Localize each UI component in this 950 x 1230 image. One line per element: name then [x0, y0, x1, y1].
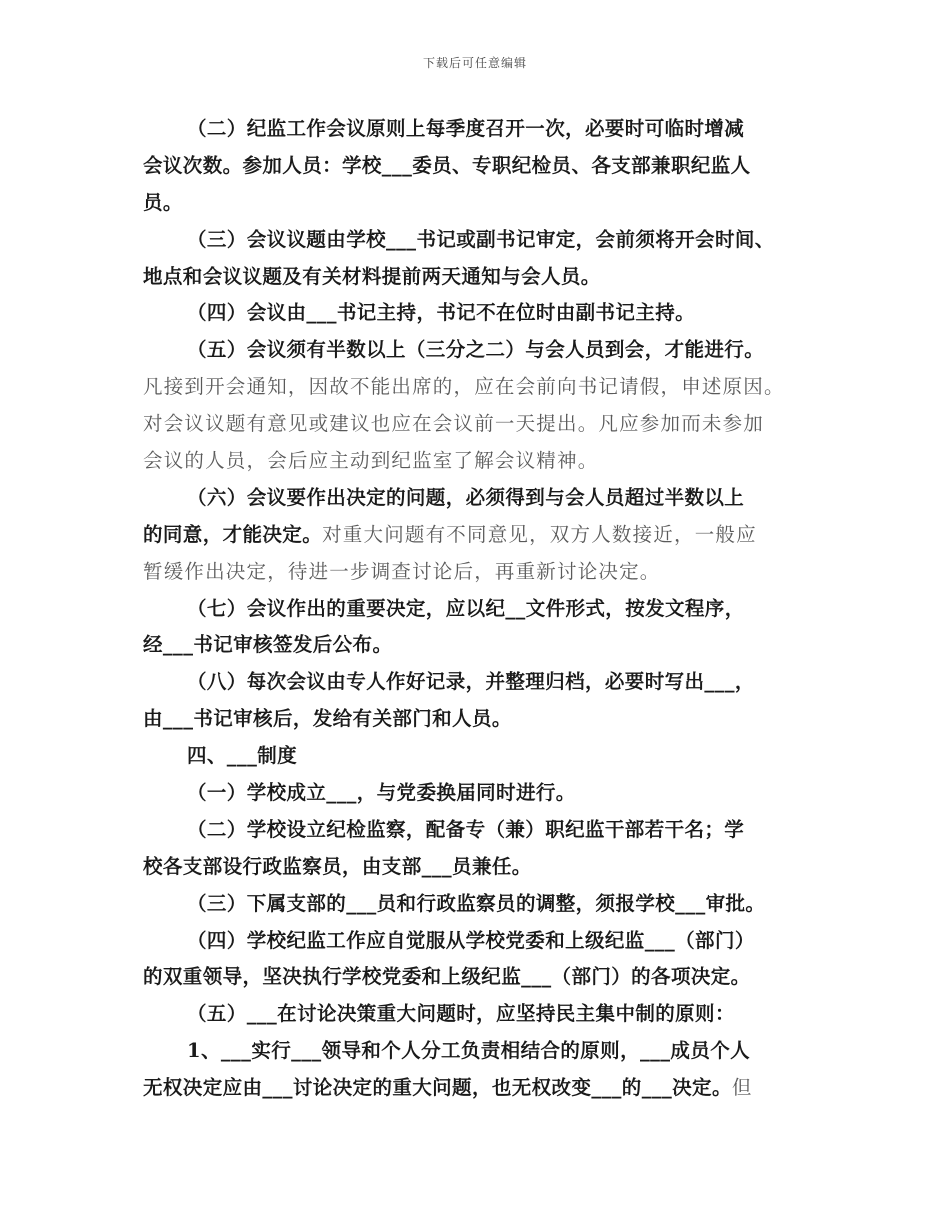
paragraph-line — [143, 517, 815, 554]
paragraph-line: 员。 — [143, 190, 183, 214]
paragraph-line: （三）会议议题由学校___书记或副书记审定，会前须将开会时间、 — [187, 227, 775, 251]
line-bold-part: 的同意，才能决定。 — [143, 522, 323, 546]
document-body — [143, 111, 815, 1107]
paragraph-line: 地点和会议议题及有关材料提前两天通知与会人员。 — [143, 264, 601, 288]
line-bold-part: 无权决定应由___讨论决定的重大问题，也无权改变___的___决定。 — [143, 1076, 732, 1100]
paragraph-line: （六）会议要作出决定的问题，必须得到与会人员超过半数以上 — [187, 485, 745, 509]
paragraph-line: 凡接到开会通知，因故不能出席的，应在会前向书记请假，申述原因。 — [143, 375, 785, 399]
paragraph-line: 暂缓作出决定，待进一步调查讨论后，再重新讨论决定。 — [143, 559, 661, 583]
paragraph-line: 经___书记审核签发后公布。 — [143, 633, 393, 657]
paragraph-line: （四）会议由___书记主持，书记不在位时由副书记主持。 — [187, 301, 696, 325]
paragraph-line: （二）纪监工作会议原则上每季度召开一次，必要时可临时增减 — [187, 117, 745, 140]
section-heading: 四、___制度 — [187, 744, 298, 768]
paragraph-line: 对会议议题有意见或建议也应在会议前一天提出。凡应参加而未参加 — [143, 412, 765, 436]
paragraph-line: （八）每次会议由专人作好记录，并整理归档，必要时写出___， — [187, 670, 755, 694]
line-light-part: 对重大问题有不同意见，双方人数接近，一般应 — [322, 522, 757, 546]
paragraph-line: 会议次数。参加人员：学校___委员、专职纪检员、各支部兼职纪监人 — [143, 153, 751, 177]
paragraph-line: （四）学校纪监工作应自觉服从学校党委和上级纪监___（部门） — [187, 928, 755, 952]
paragraph-line: （五）会议须有半数以上（三分之二）与会人员到会，才能进行。 — [187, 338, 765, 362]
paragraph-line: （二）学校设立纪检监察，配备专（兼）职纪监干部若干名；学 — [187, 817, 745, 841]
paragraph-line: 会议的人员，会后应主动到纪监室了解会议精神。 — [143, 449, 599, 473]
line-light-part: 但 — [731, 1076, 753, 1100]
paragraph-line: （七）会议作出的重要决定，应以纪__文件形式，按发文程序， — [187, 596, 745, 620]
page-header: 下载后可任意编辑 — [422, 56, 527, 70]
paragraph-line: （三）下属支部的___员和行政监察员的调整，须报学校___审批。 — [187, 891, 766, 915]
paragraph-line: 校各支部设行政监察员，由支部___员兼任。 — [143, 854, 532, 878]
paragraph-line: 1、___实行___领导和个人分工负责相结合的原则，___成员个人 — [187, 1039, 751, 1063]
paragraph-line: 的双重领导，坚决执行学校党委和上级纪监___（部门）的各项决定。 — [143, 965, 751, 989]
paragraph-line — [143, 1070, 815, 1107]
paragraph-line: 由___书记审核后，发给有关部门和人员。 — [143, 707, 512, 731]
paragraph-line: （五）___在讨论决策重大问题时，应坚持民主集中制的原则： — [187, 1002, 735, 1026]
paragraph-line: （一）学校成立___，与党委换届同时进行。 — [187, 781, 576, 805]
